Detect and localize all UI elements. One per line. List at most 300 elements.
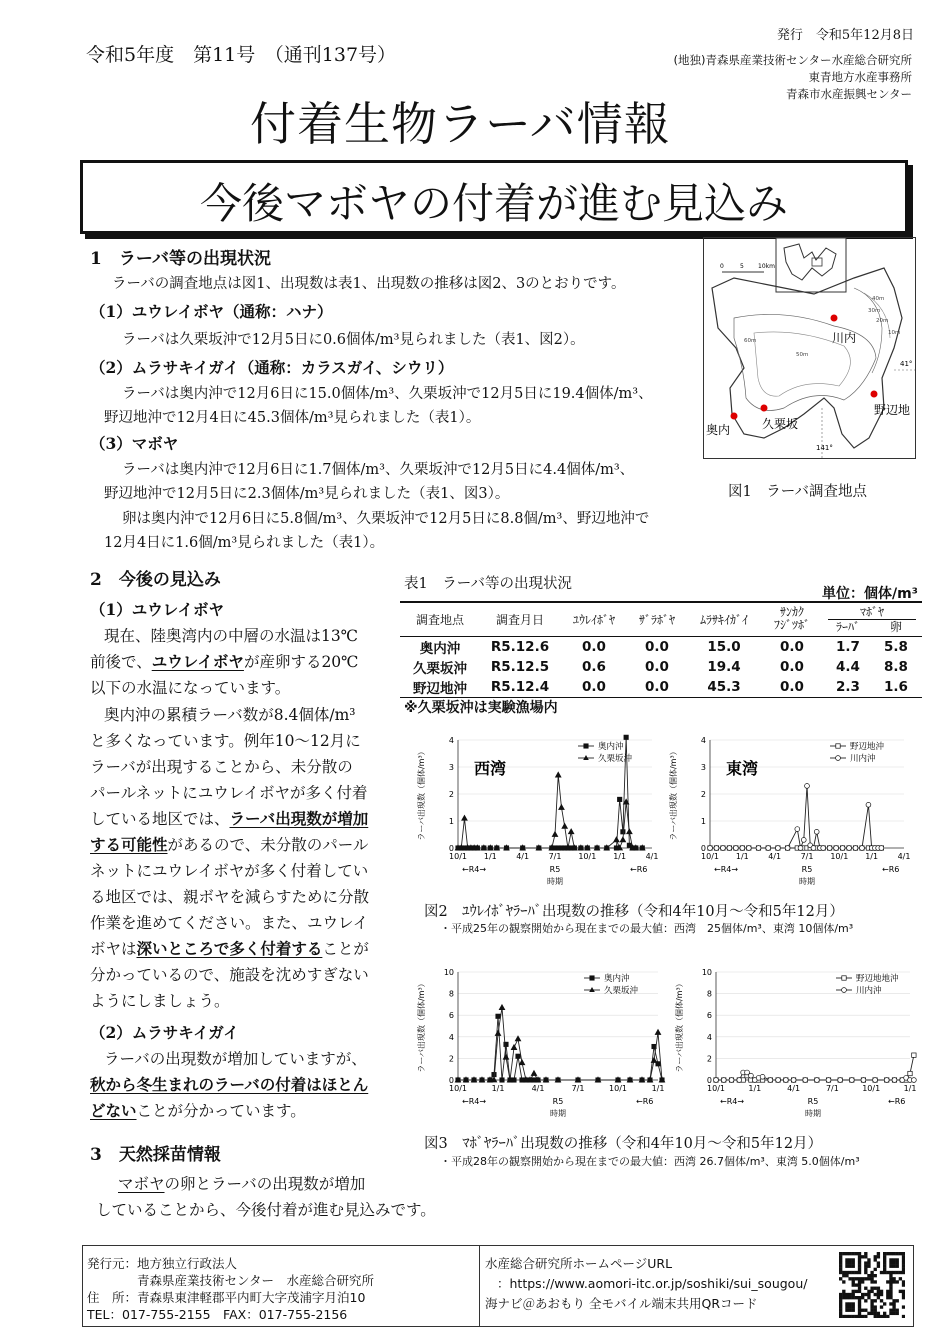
qr-module [845, 1302, 848, 1305]
data-point [733, 846, 738, 851]
qr-module [858, 1252, 861, 1255]
data-point [908, 1071, 912, 1075]
period-label: ←R4→ [462, 865, 487, 874]
qr-module [874, 1268, 877, 1271]
qr-module [858, 1261, 861, 1264]
qr-module [877, 1296, 880, 1299]
qr-module [845, 1293, 848, 1296]
qr-module [896, 1312, 899, 1315]
qr-module [842, 1252, 845, 1255]
qr-module [861, 1277, 864, 1280]
data-point [785, 846, 790, 851]
qr-module [892, 1277, 895, 1280]
section1-sub1-text: ラーバは久栗坂沖で12月5日に0.6個体/m³見られました（表1、図2）。 [122, 332, 585, 348]
scale-10: 10km [758, 263, 775, 270]
x-tick-label: 1/1 [748, 1084, 762, 1093]
section1-sub3-heading: （3）マボヤ [90, 434, 179, 453]
qr-module [889, 1265, 892, 1268]
qr-module [889, 1293, 892, 1296]
qr-module [874, 1312, 877, 1315]
th-sankaku [762, 602, 822, 636]
data-point [721, 1078, 726, 1083]
data-point [499, 1005, 505, 1010]
qr-module [892, 1299, 895, 1302]
qr-module [902, 1290, 905, 1293]
qr-module [880, 1315, 883, 1318]
fig2-west-chart [410, 730, 660, 892]
qr-module [867, 1274, 870, 1277]
data-point [737, 1078, 742, 1083]
qr-module [877, 1315, 880, 1318]
qr-module [842, 1290, 845, 1293]
qr-module [858, 1315, 861, 1318]
cell: 15.0 [707, 638, 741, 655]
data-point [838, 1078, 843, 1083]
qr-module [839, 1305, 842, 1308]
table1-title: 表1 ラーバ等の出現状況 [404, 576, 572, 592]
data-point [801, 838, 806, 843]
qr-module [886, 1290, 889, 1293]
data-point [776, 846, 781, 851]
qr-module [861, 1296, 864, 1299]
x-tick-label: 4/1 [787, 1084, 801, 1093]
qr-module [852, 1252, 855, 1255]
qr-module [883, 1258, 886, 1261]
data-point [621, 830, 625, 834]
x-tick-label: 7/1 [800, 852, 814, 861]
cell: R5.12.5 [490, 658, 550, 675]
cell: 0.0 [645, 678, 669, 695]
x-tick-label: 10/1 [449, 1084, 467, 1093]
qr-module [839, 1268, 842, 1271]
table1-note: ※久栗坂沖は実験漁場内 [404, 700, 558, 716]
issue-number: 令和5年度 第11号 （通刊137号） [86, 44, 397, 66]
th-maboya-larva: ﾗｰﾊﾞ [835, 619, 860, 634]
s2-line-3: 以下の水温になっています。 [90, 679, 291, 697]
qr-module [899, 1252, 902, 1255]
qr-module [892, 1305, 895, 1308]
cell: 0.0 [645, 658, 669, 675]
qr-module [848, 1271, 851, 1274]
y-tick-label: 6 [448, 1011, 454, 1021]
qr-module [852, 1296, 855, 1299]
qr-module [874, 1255, 877, 1258]
qr-module [845, 1274, 848, 1277]
cell-egg: 8.8 [884, 658, 908, 675]
x-tick-label: 10/1 [578, 852, 597, 861]
table-row [400, 657, 922, 677]
qr-module [892, 1309, 895, 1312]
fig2-note: ・平成25年の観察開始から現在までの最大値：西湾 25個体/m³、東湾 10個体/m³ [440, 922, 854, 935]
footer-divider [479, 1246, 480, 1326]
data-point [795, 827, 800, 832]
qr-module [848, 1261, 851, 1264]
period-label: R5 [552, 1097, 564, 1106]
data-point [714, 1078, 719, 1083]
legend-label: 川内沖 [856, 986, 882, 996]
qr-module [861, 1255, 864, 1258]
qr-module [842, 1271, 845, 1274]
qr-module [870, 1312, 873, 1315]
qr-module [902, 1293, 905, 1296]
footer-address: 住 所：青森県東津軽郡平内町大字茂浦字月泊10 [87, 1290, 366, 1305]
scale-5: 5 [740, 263, 744, 270]
qr-module [848, 1265, 851, 1268]
qr-module [886, 1293, 889, 1296]
data-point [873, 1078, 878, 1083]
y-tick-label: 0 [448, 844, 454, 853]
qr-module [845, 1271, 848, 1274]
cell: 45.3 [707, 678, 741, 695]
site-kuriyasaka-dot [761, 405, 768, 412]
data-point [519, 1060, 525, 1065]
qr-module [877, 1312, 880, 1315]
qr-module [867, 1293, 870, 1296]
y-axis-label: ラーバ出現数（個体/m³） [675, 979, 684, 1073]
s2-line-14: 分かっているので、施設を沈めすぎない [90, 966, 369, 984]
qr-module [877, 1290, 880, 1293]
s2-line-9 [90, 833, 368, 855]
qr-module [896, 1280, 899, 1283]
y-tick-label: 1 [448, 817, 454, 826]
qr-module [855, 1315, 858, 1318]
qr-module [852, 1280, 855, 1283]
period-label: ←R6 [630, 865, 648, 874]
qr-module [855, 1271, 858, 1274]
x-tick-label: 4/1 [531, 1084, 545, 1093]
legend-marker [589, 987, 595, 992]
period-label: R5 [801, 865, 813, 874]
s2-line-2a: 前後で、 [90, 653, 152, 671]
qr-module [880, 1290, 883, 1293]
qr-module [839, 1312, 842, 1315]
y-tick-label: 4 [706, 1032, 712, 1042]
qr-module [855, 1296, 858, 1299]
section1-intro: ラーバの調査地点は図1、出現数は表1、出現数の推移は図2、3のとおりです。 [112, 276, 626, 292]
qr-module [889, 1309, 892, 1312]
qr-module [883, 1271, 886, 1274]
footer-publisher: 発行元：地方独立行政法人 [87, 1256, 238, 1271]
cell: 19.4 [707, 658, 741, 675]
data-point [721, 846, 726, 851]
qr-module [892, 1312, 895, 1315]
qr-module [855, 1252, 858, 1255]
data-point [827, 846, 832, 851]
bay-outline [712, 268, 902, 448]
data-point [805, 784, 810, 789]
publication-date: 発行 令和5年12月8日 [776, 28, 914, 43]
qr-module [839, 1302, 842, 1305]
x-tick-label: 4/1 [516, 852, 530, 861]
data-point [503, 1054, 509, 1059]
y-tick-label: 4 [448, 736, 454, 745]
section1-sub2-text2: 野辺地沖で12月4日に45.3個体/m³見られました（表1）。 [104, 410, 481, 426]
y-tick-label: 4 [448, 1032, 454, 1042]
x-axis-label: 時期 [547, 877, 563, 886]
qr-module [889, 1252, 892, 1255]
site-kawauchi-label: 川内 [832, 331, 857, 345]
qr-module [889, 1296, 892, 1299]
qr-module [864, 1293, 867, 1296]
x-tick-label: 10/1 [701, 852, 719, 861]
data-point [847, 846, 852, 851]
s3-line-1a: の卵とラーバの出現数が増加 [164, 1175, 366, 1193]
s2-line-4: 奥内沖の累積ラーバ数が8.4個体/m³ [104, 706, 356, 724]
qr-module [880, 1305, 883, 1308]
section1-sub3-text4: 12月4日に1.6個/m³見られました（表1）。 [104, 535, 385, 551]
org-line-1: (地独)青森県産業技術センター水産総合研究所 [673, 53, 912, 67]
qr-module [877, 1287, 880, 1290]
data-point [911, 1078, 916, 1083]
lon-141-label: 141° [816, 444, 833, 452]
s2-line-10: ネットにユウレイボヤが多く付着してい [90, 862, 369, 880]
legend-label: 野辺地地沖 [856, 974, 899, 984]
qr-module [852, 1302, 855, 1305]
data-point [783, 1078, 788, 1083]
qr-module [839, 1258, 842, 1261]
footer-qr-label: 海ナビ＠あおもり 全モバイル端末共用QRコード [485, 1296, 758, 1311]
th-sankaku-1: ｻﾝｶｸ [779, 605, 804, 620]
s3-emph: マボヤ [118, 1175, 165, 1193]
data-point [834, 846, 839, 851]
legend-label: 奥内沖 [598, 742, 624, 752]
qr-module [848, 1293, 851, 1296]
data-point [462, 815, 468, 820]
data-point [617, 797, 621, 801]
series-line [458, 775, 642, 848]
data-point [766, 846, 771, 851]
qr-module [839, 1265, 842, 1268]
qr-module [883, 1302, 886, 1305]
qr-module [883, 1312, 886, 1315]
qr-module [848, 1309, 851, 1312]
s2-line-13 [90, 937, 369, 959]
qr-module [877, 1252, 880, 1255]
qr-module [852, 1265, 855, 1268]
qr-module [858, 1287, 861, 1290]
data-point [559, 805, 565, 810]
x-tick-label: 1/1 [483, 852, 497, 861]
th-murasakiigai: ﾑﾗｻｷｲｶﾞｲ [686, 602, 762, 636]
legend-marker [590, 976, 594, 980]
qr-module [864, 1287, 867, 1290]
qr-module [858, 1299, 861, 1302]
cell: 奥内沖 [419, 640, 461, 657]
period-label: ←R6 [636, 1097, 654, 1106]
data-point [555, 772, 561, 777]
section1-sub3-text2: 野辺地沖で12月5日に2.3個体/m³見られました（表1、図3）。 [104, 486, 510, 502]
cell-larva: 2.3 [836, 678, 860, 695]
x-tick-label: 10/1 [609, 1084, 627, 1093]
map-caption: 図1 ラーバ調査地点 [728, 484, 867, 500]
table-row [400, 677, 922, 698]
s2-line-18a: ことが分かっています。 [136, 1102, 306, 1120]
y-tick-label: 0 [700, 844, 706, 853]
section3-heading: 3 天然採苗情報 [90, 1145, 221, 1165]
qr-module [877, 1293, 880, 1296]
data-point [568, 829, 574, 834]
data-point [803, 1078, 808, 1083]
x-tick-label: 10/1 [862, 1084, 881, 1093]
y-tick-label: 0 [448, 1076, 454, 1085]
qr-module [892, 1261, 895, 1264]
qr-module [902, 1252, 905, 1255]
s2-line-9-emph: する可能性 [90, 835, 168, 854]
qr-module [880, 1271, 883, 1274]
footer [82, 1245, 914, 1327]
x-tick-label: 1/1 [735, 852, 749, 861]
qr-module [845, 1252, 848, 1255]
qr-module [842, 1280, 845, 1283]
cell-larva: 4.4 [836, 658, 860, 675]
qr-module [883, 1255, 886, 1258]
qr-code-icon[interactable] [839, 1252, 905, 1318]
qr-module [874, 1274, 877, 1277]
data-point [791, 1078, 796, 1083]
fig3-note: ・平成28年の観察開始から現在までの最大値：西湾 26.7個体/m³、東湾 5.0個体/m³ [440, 1155, 860, 1168]
y-tick-label: 8 [448, 989, 454, 999]
qr-module [877, 1261, 880, 1264]
series-line [458, 1016, 662, 1080]
th-zaraboya: ｻﾞﾗﾎﾞﾔ [628, 602, 686, 636]
qr-module [870, 1290, 873, 1293]
data-point [776, 1078, 781, 1083]
y-tick-label: 2 [700, 790, 706, 799]
qr-module [864, 1265, 867, 1268]
qr-module [864, 1271, 867, 1274]
data-point [749, 1073, 754, 1078]
table1 [400, 601, 922, 698]
cell [822, 657, 922, 677]
y-tick-label: 2 [448, 790, 454, 799]
qr-module [858, 1312, 861, 1315]
qr-module [883, 1261, 886, 1264]
qr-module [852, 1293, 855, 1296]
cell-egg: 5.8 [884, 638, 908, 655]
legend-marker [842, 988, 847, 993]
legend-label: 川内沖 [850, 754, 876, 764]
series-line [710, 786, 881, 848]
section1-sub2-text1: ラーバは奥内沖で12月6日に15.0個体/m³、久栗坂沖で12月5日に19.4個体/m³、 [122, 386, 653, 402]
depth-label-5: 60m [744, 338, 757, 344]
qr-module [852, 1261, 855, 1264]
qr-module [889, 1258, 892, 1261]
qr-module [858, 1280, 861, 1283]
depth-contour-60m [734, 314, 876, 410]
data-point [840, 846, 845, 851]
qr-module [852, 1290, 855, 1293]
s3-line-1 [118, 1172, 365, 1194]
qr-module [864, 1268, 867, 1271]
site-kawauchi-dot [831, 315, 838, 322]
section1-heading: 1 ラーバ等の出現状況 [90, 249, 271, 269]
cell-larva: 1.7 [836, 638, 860, 655]
s2-line-1: 現在、陸奥湾内の中層の水温は13℃ [104, 627, 359, 645]
data-point [912, 1053, 916, 1057]
cell: 0.0 [582, 638, 606, 655]
data-point [740, 846, 745, 851]
qr-module [867, 1296, 870, 1299]
legend-marker [583, 755, 589, 760]
qr-module [874, 1299, 877, 1302]
qr-module [867, 1290, 870, 1293]
y-tick-label: 2 [706, 1054, 712, 1064]
data-point [624, 735, 628, 739]
data-point [746, 846, 751, 851]
qr-module [899, 1277, 902, 1280]
cell: 0.0 [582, 678, 606, 695]
data-point [826, 1078, 831, 1083]
qr-module [889, 1283, 892, 1286]
x-tick-label: 1/1 [613, 852, 627, 861]
qr-module [848, 1302, 851, 1305]
qr-module [883, 1252, 886, 1255]
qr-module [870, 1271, 873, 1274]
site-noheji-dot [871, 391, 878, 398]
qr-module [902, 1265, 905, 1268]
qr-module [852, 1271, 855, 1274]
y-tick-label: 2 [448, 1054, 454, 1064]
x-tick-label: 7/1 [571, 1084, 585, 1093]
data-point [798, 846, 803, 851]
qr-module [874, 1287, 877, 1290]
qr-module [889, 1302, 892, 1305]
period-label: R5 [807, 1097, 819, 1106]
qr-module [858, 1258, 861, 1261]
qr-module [892, 1271, 895, 1274]
data-point [552, 832, 558, 837]
period-label: R5 [549, 865, 561, 874]
qr-module [883, 1265, 886, 1268]
qr-module [902, 1261, 905, 1264]
y-tick-label: 6 [706, 1011, 712, 1021]
fig2-caption: 図2 ﾕｳﾚｲﾎﾞﾔﾗｰﾊﾞ出現数の推移（令和4年10月～令和5年12月） [424, 904, 844, 920]
footer-url[interactable]: ：https://www.aomori-itc.or.jp/soshiki/sui_sougou/ [497, 1276, 808, 1291]
y-tick-label: 10 [701, 968, 712, 977]
qr-module [848, 1305, 851, 1308]
data-point [814, 1078, 819, 1083]
x-tick-label: 1/1 [491, 1084, 505, 1093]
cell: 0.0 [780, 638, 804, 655]
qr-module [889, 1261, 892, 1264]
depth-label-1: 40m [872, 296, 885, 302]
qr-module [858, 1271, 861, 1274]
cell [822, 677, 922, 698]
cell: 野辺地沖 [413, 680, 467, 697]
data-point [892, 1078, 897, 1083]
qr-module [852, 1315, 855, 1318]
qr-module [864, 1255, 867, 1258]
qr-module [864, 1277, 867, 1280]
section1-sub3-text1: ラーバは奥内沖で12月6日に1.7個体/m³、久栗坂沖で12月5日に4.4個体/m³、 [122, 462, 635, 478]
qr-module [883, 1268, 886, 1271]
qr-module [845, 1305, 848, 1308]
table1-header-row [400, 602, 922, 636]
s2-line-8-emph: ラーバ出現数が増加 [229, 809, 369, 828]
legend-marker [584, 744, 588, 748]
data-point [729, 1078, 734, 1083]
legend-label: 野辺地沖 [850, 742, 885, 752]
survey-map [703, 237, 916, 459]
qr-module [896, 1309, 899, 1312]
s2-line-12: 作業を進めてください。また、ユウレイ [90, 914, 369, 932]
qr-module [858, 1302, 861, 1305]
table-row [400, 636, 922, 657]
qr-module [886, 1271, 889, 1274]
qr-module [852, 1309, 855, 1312]
data-point [516, 1054, 520, 1058]
x-tick-label: 10/1 [830, 852, 849, 861]
